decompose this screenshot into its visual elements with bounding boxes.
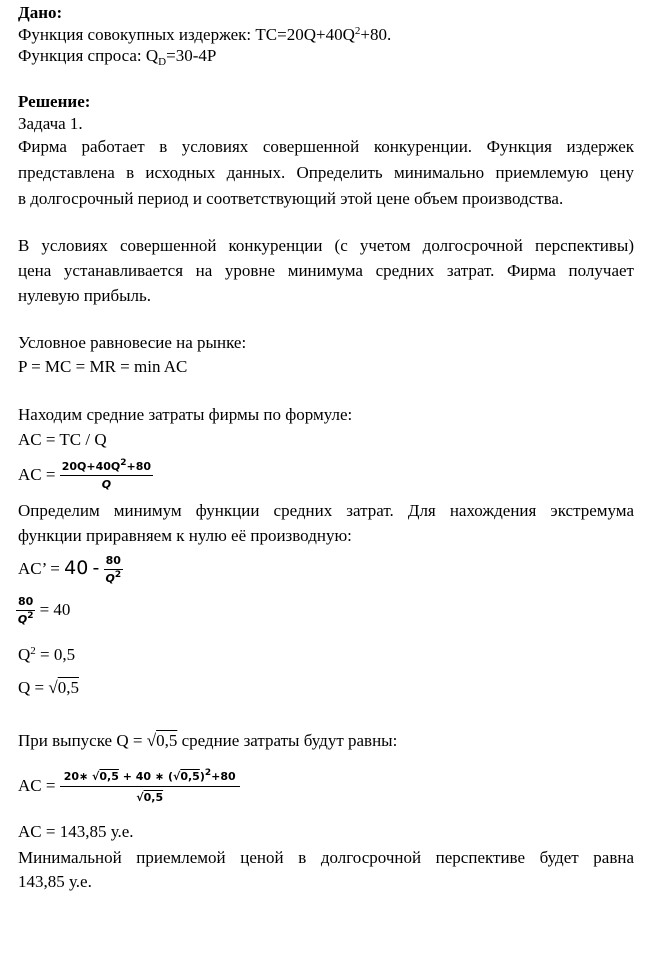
- final-average-cost-line: AC = $\frac{20∗ √0,5 + 40 ∗ (√0,5)^2+80}{√0,5}$: [18, 764, 240, 808]
- task-text-line-3: в долгосрочный период и соответствующий этой цене объем производства.: [18, 189, 564, 208]
- output-line: При выпуске Q = √0,5 средние затраты будут равны:: [18, 731, 398, 750]
- task-title: Задача 1.: [18, 114, 83, 133]
- derivative-equation-fraction: $\frac{80}{Q^2}$: [17, 595, 34, 627]
- derivative-equation-line: $\frac{80}{Q^2}$ = 40: [17, 595, 71, 627]
- task-text-line-2: представлена в исходных данных. Определить минимально приемлемую цену: [18, 163, 634, 182]
- solution-heading: Решение:: [18, 92, 91, 111]
- equilibrium-formula: P = MC = MR = min AC: [18, 357, 188, 376]
- given-heading: Дано:: [18, 3, 63, 22]
- demand-function-line: Функция спроса: $Q_D=30-4P$: [18, 46, 217, 68]
- conclusion-line-1: Минимальной приемлемой ценой в долгосрочной перспективе будет равна: [18, 848, 634, 867]
- average-cost-label: Находим средние затраты фирмы по формуле:: [18, 405, 353, 424]
- q-value-line: Q = √0,5: [18, 678, 79, 697]
- task-text-line-1: Фирма работает в условиях совершенной конкуренции. Функция издержек: [18, 137, 634, 156]
- conclusion-line-2: 143,85 у.е.: [18, 872, 92, 891]
- derivative-line: AC’ = 40 - $\frac{80}{Q^2}$: [18, 554, 122, 586]
- minimum-text-line-1: Определим минимум функции средних затрат. Для нахождения экстремума: [18, 501, 634, 520]
- final-average-cost-fraction: $\frac{20∗ √0,5 + 40 ∗ (√0,5)^2+80}{√0,5}$: [60, 770, 240, 805]
- paragraph-1-line-3: нулевую прибыль.: [18, 286, 152, 305]
- average-cost-formula: AC = TC / Q: [18, 430, 107, 449]
- minimum-text-line-2: функции приравняем к нулю её производную:: [18, 526, 352, 545]
- paragraph-1-line-1: В условиях совершенной конкуренции (с учетом долгосрочной перспективы): [18, 236, 634, 255]
- result-line: AC = 143,85 у.е.: [18, 822, 134, 841]
- paragraph-1-line-2: цена устанавливается на уровне минимума средних затрат. Фирма получает: [18, 261, 634, 280]
- cost-function-line: Функция совокупных издержек: $TC=20Q+40Q^2+80$.: [18, 25, 392, 44]
- average-cost-fraction: $\frac{20Q+40Q^2+80}{Q}$: [61, 458, 152, 492]
- equilibrium-label: Условное равновесие на рынке:: [18, 333, 247, 352]
- q-squared-line: $Q^2 = 0,5$: [18, 645, 76, 664]
- average-cost-fraction-line: AC = $\frac{20Q+40Q^2+80}{Q}$: [18, 458, 152, 492]
- derivative-fraction: $\frac{80}{Q^2}$: [105, 554, 122, 586]
